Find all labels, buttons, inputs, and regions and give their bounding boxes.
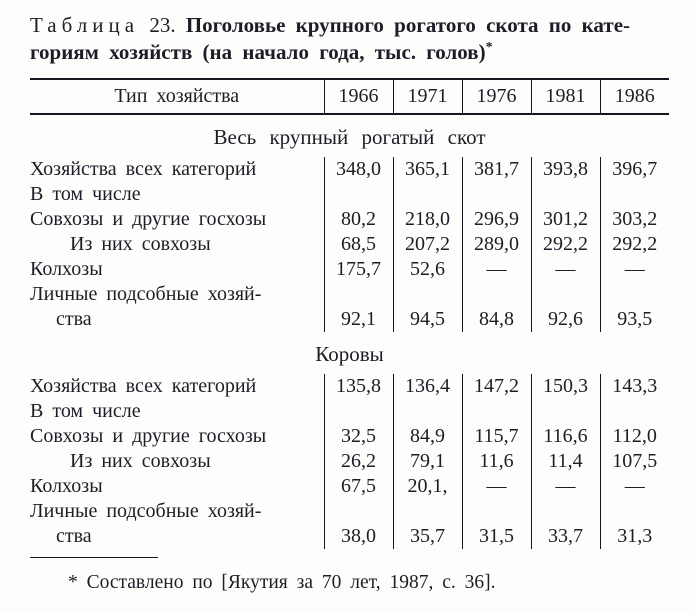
cell-value: 175,7	[324, 257, 393, 282]
cell-value	[600, 282, 669, 307]
cell-value: 31,3	[600, 524, 669, 549]
cell-value: 67,5	[324, 474, 393, 499]
cell-value: —	[600, 257, 669, 282]
cell-value: 296,9	[462, 207, 531, 232]
cell-value: 381,7	[462, 157, 531, 182]
table-row	[30, 499, 669, 524]
cell-value: 20,1,	[393, 474, 462, 499]
cell-value: 92,1	[324, 307, 393, 332]
table-row	[30, 182, 669, 207]
row-label: Личные подсобные хозяй-	[30, 500, 262, 522]
livestock-table	[30, 78, 669, 549]
footnote-separator-rule	[30, 557, 158, 558]
cell-value: 84,8	[462, 307, 531, 332]
cell-value	[462, 399, 531, 424]
row-label: ства	[56, 308, 92, 330]
section-header-all-cattle	[30, 114, 669, 157]
table-row	[30, 399, 669, 424]
cell-value: 79,1	[393, 449, 462, 474]
row-label: Из них совхозы	[70, 233, 211, 255]
cell-value: 11,6	[462, 449, 531, 474]
cell-value: 303,2	[600, 207, 669, 232]
table-row	[30, 307, 669, 332]
cell-value	[393, 499, 462, 524]
footnote-text: Составлено по [Якутия за 70 лет, 1987, с. 36].	[86, 572, 496, 593]
cell-value: 107,5	[600, 449, 669, 474]
table-row	[30, 257, 669, 282]
table-header-row	[30, 79, 669, 114]
caption-table-number: 23.	[149, 13, 176, 37]
cell-value: —	[531, 257, 600, 282]
cell-value: 93,5	[600, 307, 669, 332]
table-caption	[30, 12, 670, 66]
caption-footnote-marker: *	[485, 40, 493, 55]
table-row	[30, 474, 669, 499]
row-label: В том числе	[30, 400, 141, 422]
footnote-marker: *	[68, 572, 78, 593]
cell-value: 289,0	[462, 232, 531, 257]
cell-value	[324, 182, 393, 207]
column-header-year: 1976	[462, 79, 531, 114]
cell-value	[462, 182, 531, 207]
table-caption-line2	[30, 39, 670, 66]
cell-value	[324, 399, 393, 424]
section-header-cows	[30, 332, 669, 374]
cell-value	[531, 182, 600, 207]
cell-value	[393, 182, 462, 207]
cell-value: 301,2	[531, 207, 600, 232]
table-row	[30, 282, 669, 307]
cell-value	[462, 499, 531, 524]
cell-value: 348,0	[324, 157, 393, 182]
table-caption-line1	[30, 12, 670, 39]
cell-value: —	[600, 474, 669, 499]
cell-value: 365,1	[393, 157, 462, 182]
cell-value	[600, 499, 669, 524]
table-row	[30, 449, 669, 474]
cell-value	[531, 499, 600, 524]
cell-value: 292,2	[531, 232, 600, 257]
row-label: Совхозы и другие госхозы	[30, 425, 267, 447]
cell-value: 94,5	[393, 307, 462, 332]
row-label: Личные подсобные хозяй-	[30, 283, 262, 305]
table-row	[30, 424, 669, 449]
cell-value: 396,7	[600, 157, 669, 182]
table-row	[30, 524, 669, 549]
cell-value: 135,8	[324, 374, 393, 399]
row-label: Хозяйства всех категорий	[30, 158, 257, 180]
cell-value: 80,2	[324, 207, 393, 232]
section-title: Коровы	[315, 341, 384, 366]
table-row	[30, 157, 669, 182]
column-header-year: 1986	[600, 79, 669, 114]
row-label: Хозяйства всех категорий	[30, 375, 257, 397]
caption-bold-part2: гориям хозяйств (на начало года, тыс. голов)	[30, 40, 486, 64]
cell-value: 115,7	[462, 424, 531, 449]
row-label: ства	[56, 525, 92, 547]
cell-value: 35,7	[393, 524, 462, 549]
cell-value: 11,4	[531, 449, 600, 474]
cell-value: 207,2	[393, 232, 462, 257]
footnote	[30, 572, 688, 594]
cell-value: 393,8	[531, 157, 600, 182]
cell-value: 136,4	[393, 374, 462, 399]
section-title: Весь крупный рогатый скот	[213, 124, 486, 149]
cell-value: 84,9	[393, 424, 462, 449]
cell-value: 68,5	[324, 232, 393, 257]
cell-value: 92,6	[531, 307, 600, 332]
row-label: Колхозы	[30, 258, 103, 280]
cell-value	[531, 282, 600, 307]
cell-value: —	[462, 257, 531, 282]
table-row	[30, 232, 669, 257]
cell-value: 26,2	[324, 449, 393, 474]
caption-table-word: Таблица	[30, 13, 140, 37]
cell-value: 38,0	[324, 524, 393, 549]
cell-value: 292,2	[600, 232, 669, 257]
cell-value: 147,2	[462, 374, 531, 399]
cell-value	[462, 282, 531, 307]
cell-value: 112,0	[600, 424, 669, 449]
cell-value	[600, 182, 669, 207]
table-row	[30, 207, 669, 232]
cell-value	[324, 282, 393, 307]
caption-bold-part1: Поголовье крупного рогатого скота по кате-	[185, 13, 631, 37]
cell-value: 116,6	[531, 424, 600, 449]
row-label: Совхозы и другие госхозы	[30, 208, 267, 230]
cell-value: —	[462, 474, 531, 499]
cell-value	[393, 399, 462, 424]
cell-value: 150,3	[531, 374, 600, 399]
cell-value: 143,3	[600, 374, 669, 399]
column-header-year: 1981	[531, 79, 600, 114]
cell-value: 32,5	[324, 424, 393, 449]
cell-value	[531, 399, 600, 424]
row-label: В том числе	[30, 183, 141, 205]
row-label: Колхозы	[30, 475, 103, 497]
cell-value	[600, 399, 669, 424]
cell-value: 31,5	[462, 524, 531, 549]
cell-value: 218,0	[393, 207, 462, 232]
row-label: Из них совхозы	[70, 450, 211, 472]
table-row	[30, 374, 669, 399]
cell-value: —	[531, 474, 600, 499]
cell-value: 52,6	[393, 257, 462, 282]
cell-value	[324, 499, 393, 524]
column-header-year: 1971	[393, 79, 462, 114]
cell-value	[393, 282, 462, 307]
cell-value: 33,7	[531, 524, 600, 549]
column-header-farm-type: Тип хозяйства	[30, 79, 324, 114]
column-header-year: 1966	[324, 79, 393, 114]
